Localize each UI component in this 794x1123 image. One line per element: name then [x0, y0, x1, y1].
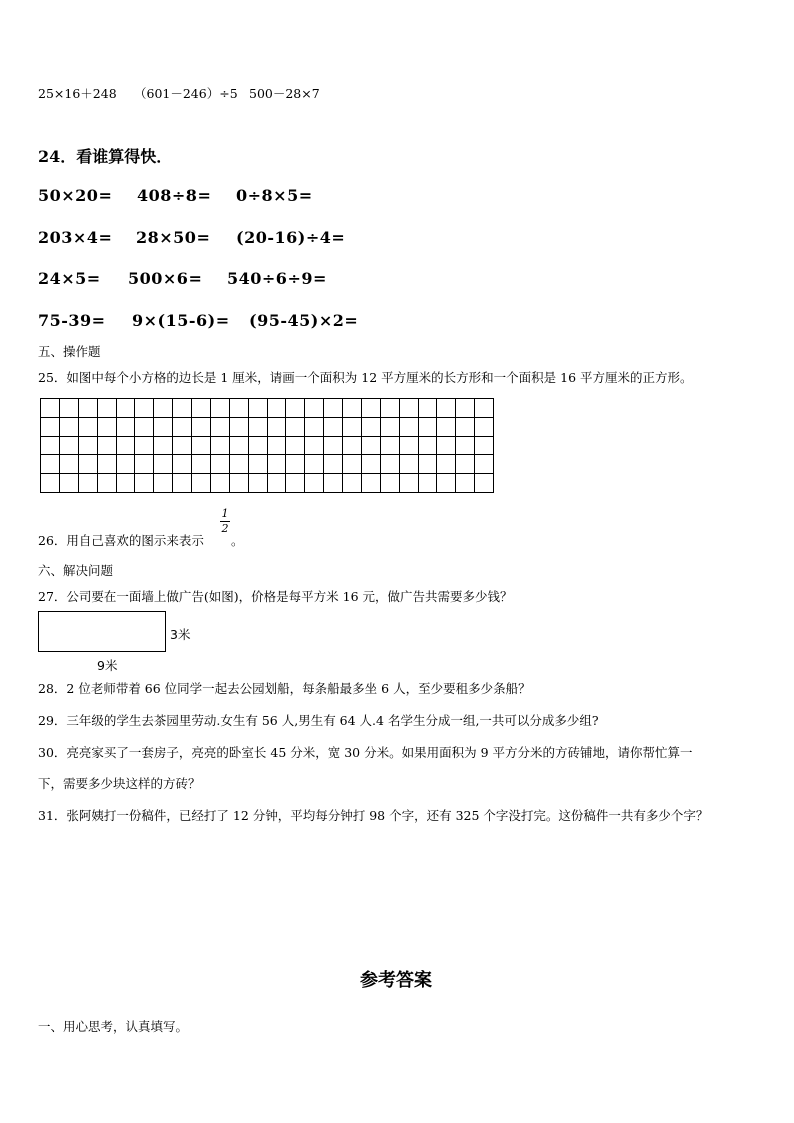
grid-cell	[437, 418, 456, 437]
grid-cell	[324, 474, 343, 493]
grid-cell	[419, 474, 438, 493]
calc-r2-c3: (20-16)÷4=	[236, 228, 346, 247]
grid-cell	[211, 418, 230, 437]
calc-r2-c1: 203×4=	[38, 228, 113, 247]
grid-cell	[79, 437, 98, 456]
grid-cell	[98, 437, 117, 456]
expression-1: 25×16＋248	[38, 86, 117, 101]
grid-cell	[135, 455, 154, 474]
grid-cell	[381, 437, 400, 456]
grid-cell	[154, 474, 173, 493]
grid-cell	[419, 437, 438, 456]
q29-text: 29．三年级的学生去茶园里劳动.女生有 56 人,男生有 64 人.4 名学生分成一组,一共可以分成多少组?	[38, 713, 599, 728]
height-label: 3米	[170, 627, 191, 642]
grid-cell	[230, 455, 249, 474]
grid-cell	[381, 418, 400, 437]
q30-line2: 下，需要多少块这样的方砖？	[38, 776, 201, 791]
q28-text: 28．2 位老师带着 66 位同学一起去公园划船，每条船最多坐 6 人，至少要租多少条船？	[38, 681, 531, 696]
q26-end: 。	[231, 533, 244, 548]
grid-cell	[135, 437, 154, 456]
grid-cell	[324, 399, 343, 418]
grid-cell	[305, 399, 324, 418]
grid-cell	[60, 474, 79, 493]
grid-cell	[268, 418, 287, 437]
grid-cell	[268, 437, 287, 456]
grid-cell	[286, 399, 305, 418]
calc-r4-c1: 75-39=	[38, 311, 106, 330]
grid-cell	[230, 418, 249, 437]
grid-cell	[117, 474, 136, 493]
calc-r1-c3: 0÷8×5=	[236, 186, 313, 205]
grid-cell	[79, 399, 98, 418]
grid-cell	[437, 399, 456, 418]
grid-cell	[381, 474, 400, 493]
grid-cell	[192, 418, 211, 437]
grid-cell	[475, 418, 494, 437]
grid-cell	[117, 455, 136, 474]
grid-cell	[192, 474, 211, 493]
grid-cell	[173, 437, 192, 456]
grid-cell	[249, 399, 268, 418]
grid-cell	[305, 455, 324, 474]
grid-cell	[173, 418, 192, 437]
q24-title: 24．看谁算得快．	[38, 147, 173, 166]
grid-cell	[362, 399, 381, 418]
q26-text	[38, 531, 204, 549]
grid-cell	[400, 474, 419, 493]
fraction-numerator: 1	[221, 507, 229, 520]
grid-cell	[135, 418, 154, 437]
grid-cell	[117, 399, 136, 418]
grid-cell	[475, 474, 494, 493]
grid-cell	[173, 474, 192, 493]
grid-cell	[268, 399, 287, 418]
grid-cell	[343, 455, 362, 474]
grid-cell	[41, 437, 60, 456]
fraction-denominator: 2	[221, 522, 229, 535]
grid-cell	[437, 455, 456, 474]
section-5-heading: 五、操作题	[38, 344, 101, 359]
grid-cell	[419, 418, 438, 437]
grid-cell	[324, 455, 343, 474]
grid-cell	[211, 399, 230, 418]
grid-cell	[211, 455, 230, 474]
grid-cell	[456, 474, 475, 493]
grid-cell	[343, 474, 362, 493]
grid-cell	[324, 418, 343, 437]
grid-cell	[475, 437, 494, 456]
grid-cell	[154, 455, 173, 474]
grid-cell	[211, 474, 230, 493]
grid-cell	[268, 474, 287, 493]
grid-cell	[41, 474, 60, 493]
grid-cell	[117, 418, 136, 437]
answers-section-1: 一、用心思考，认真填写。	[38, 1019, 189, 1034]
grid-cell	[98, 399, 117, 418]
grid-cell	[343, 418, 362, 437]
grid-cell	[400, 437, 419, 456]
grid-cell	[154, 437, 173, 456]
grid-cell	[249, 437, 268, 456]
q30-line1: 30．亮亮家买了一套房子，亮亮的卧室长 45 分米，宽 30 分米。如果用面积为 9 平方分米的方砖铺地，请你帮忙算一	[38, 745, 693, 760]
grid-cell	[305, 474, 324, 493]
grid-cell	[456, 455, 475, 474]
grid-cell	[400, 418, 419, 437]
grid-cell	[437, 437, 456, 456]
grid-cell	[60, 455, 79, 474]
grid-cell	[286, 455, 305, 474]
q26-prompt: 26．用自己喜欢的图示来表示	[38, 533, 204, 548]
grid-cell	[381, 399, 400, 418]
grid-cell	[41, 418, 60, 437]
grid-cell	[305, 418, 324, 437]
grid-cell	[79, 418, 98, 437]
grid-cell	[60, 399, 79, 418]
grid-cell	[249, 455, 268, 474]
calc-r4-c3: (95-45)×2=	[249, 311, 359, 330]
grid-cell	[60, 437, 79, 456]
grid-cell	[192, 455, 211, 474]
q31-text: 31．张阿姨打一份稿件，已经打了 12 分钟，平均每分钟打 98 个字，还有 325 个字没打完。这份稿件一共有多少个字？	[38, 808, 709, 823]
grid-cell	[60, 418, 79, 437]
q27-text: 27．公司要在一面墙上做广告(如图)，价格是每平方米 16 元，做广告共需要多少钱？	[38, 589, 513, 604]
grid-cell	[173, 455, 192, 474]
grid-cell	[98, 418, 117, 437]
width-label: 9米	[97, 658, 118, 673]
grid-cell	[268, 455, 287, 474]
grid-cell	[173, 399, 192, 418]
square-grid	[40, 398, 494, 493]
grid-cell	[343, 437, 362, 456]
grid-cell	[343, 399, 362, 418]
grid-cell	[154, 418, 173, 437]
grid-cell	[324, 437, 343, 456]
grid-cell	[456, 418, 475, 437]
grid-cell	[456, 437, 475, 456]
grid-cell	[41, 399, 60, 418]
grid-cell	[41, 455, 60, 474]
grid-cell	[249, 418, 268, 437]
grid-cell	[230, 474, 249, 493]
grid-cell	[400, 455, 419, 474]
grid-cell	[437, 474, 456, 493]
calc-r3-c2: 500×6=	[128, 269, 203, 288]
grid-cell	[419, 455, 438, 474]
calc-r4-c2: 9×(15-6)=	[132, 311, 230, 330]
grid-cell	[117, 437, 136, 456]
grid-cell	[362, 474, 381, 493]
grid-cell	[79, 455, 98, 474]
grid-cell	[362, 418, 381, 437]
fraction-one-half	[220, 508, 230, 535]
grid-cell	[286, 437, 305, 456]
grid-cell	[475, 399, 494, 418]
expression-3: 500－28×7	[249, 86, 320, 101]
grid-cell	[400, 399, 419, 418]
grid-cell	[456, 399, 475, 418]
grid-cell	[135, 399, 154, 418]
wall-rectangle-figure	[38, 611, 166, 652]
grid-cell	[286, 418, 305, 437]
grid-cell	[192, 437, 211, 456]
grid-cell	[286, 474, 305, 493]
grid-cell	[211, 437, 230, 456]
grid-cell	[135, 474, 154, 493]
calc-r3-c1: 24×5=	[38, 269, 101, 288]
grid-cell	[305, 437, 324, 456]
answers-title: 参考答案	[360, 970, 432, 991]
grid-cell	[362, 437, 381, 456]
grid-cell	[475, 455, 494, 474]
grid-cell	[230, 399, 249, 418]
grid-cell	[98, 474, 117, 493]
grid-cell	[79, 474, 98, 493]
grid-cell	[362, 455, 381, 474]
grid-cell	[249, 474, 268, 493]
q25-text: 25．如图中每个小方格的边长是 1 厘米，请画一个面积为 12 平方厘米的长方形和一个面积是 16 平方厘米的正方形。	[38, 370, 693, 385]
calc-r2-c2: 28×50=	[136, 228, 211, 247]
grid-cell	[192, 399, 211, 418]
calc-r3-c3: 540÷6÷9=	[227, 269, 327, 288]
expression-2: （601－246）÷5	[134, 86, 238, 101]
grid-cell	[419, 399, 438, 418]
section-6-heading: 六、解决问题	[38, 563, 114, 578]
grid-cell	[154, 399, 173, 418]
grid-cell	[98, 455, 117, 474]
grid-cell	[381, 455, 400, 474]
calc-r1-c1: 50×20=	[38, 186, 113, 205]
calc-r1-c2: 408÷8=	[137, 186, 212, 205]
grid-cell	[230, 437, 249, 456]
